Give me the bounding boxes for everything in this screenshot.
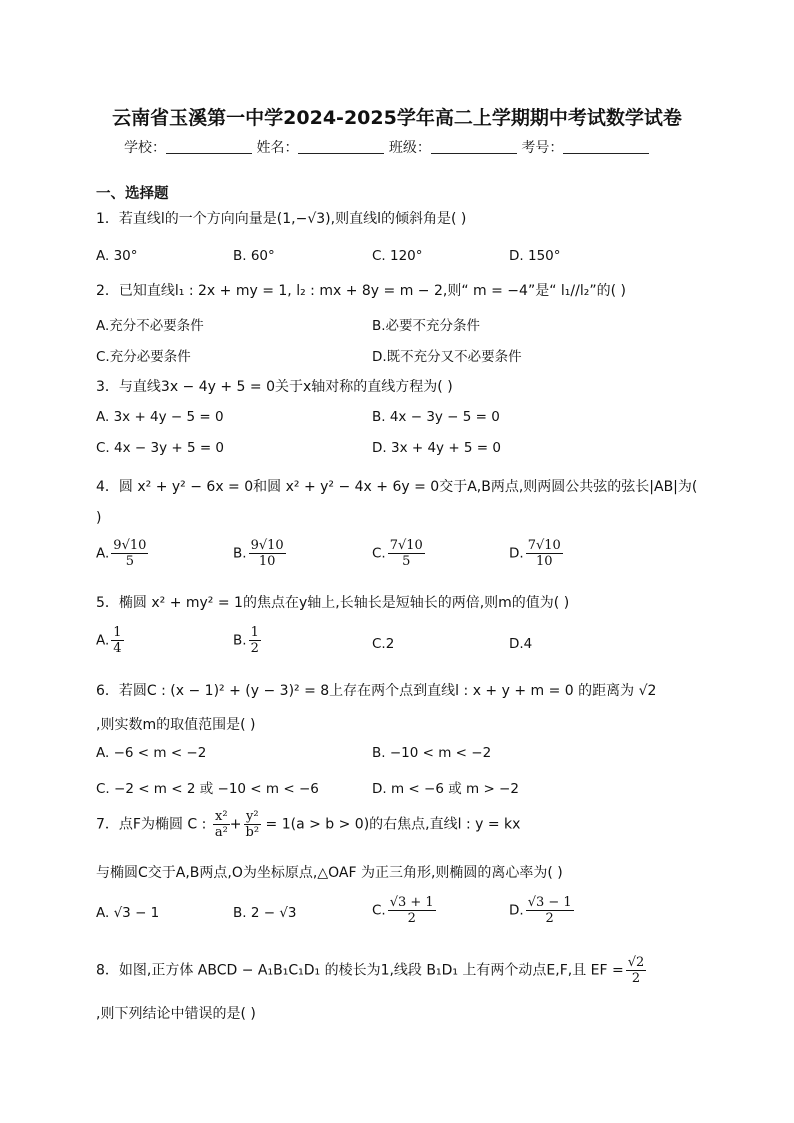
q1-option-b: B. 60°: [233, 248, 275, 264]
name-label: 姓名：: [256, 140, 299, 156]
q7-stem-start: 7．点F为椭圆 C :: [96, 816, 207, 833]
q1-option-c: C. 120°: [372, 248, 423, 264]
q4-b-numerator: 9√10: [250, 538, 284, 553]
number-blank: [563, 139, 649, 154]
q4-b-denominator: 10: [258, 554, 276, 569]
q3-option-b: B. 4x − 3y − 5 = 0: [372, 409, 500, 425]
q5-b-denominator: 2: [250, 641, 259, 656]
q7-option-b: B. 2 − √3: [233, 905, 297, 921]
name-blank: [298, 139, 384, 154]
q7-fraction-y: [244, 809, 262, 840]
q5-option-b-label: B.: [233, 632, 247, 649]
question-3-stem: 3．与直线3x − 4y + 5 = 0关于x轴对称的直线方程为( ): [96, 379, 453, 395]
q7-option-c: [372, 895, 436, 926]
question-5-stem: 5．椭圆 x² + my² = 1的焦点在y轴上,长轴长是短轴长的两倍,则m的值为( ): [96, 595, 570, 611]
q8-stem-start: 8．如图,正方体 ABCD − A₁B₁C₁D₁ 的棱长为1,线段 B₁D₁ 上有两个动点E,F,且 EF =: [96, 962, 624, 979]
q7-plus: +: [229, 816, 242, 833]
q7-y-denominator: b²: [245, 825, 260, 840]
question-7-stem-cont: 与椭圆C交于A,B两点,O为坐标原点,△OAF 为正三角形,则椭圆的离心率为( ): [96, 865, 563, 881]
q5-option-a-label: A.: [96, 632, 110, 649]
q3-option-a: A. 3x + 4y − 5 = 0: [96, 409, 224, 425]
q7-option-c-label: C.: [372, 902, 386, 919]
q4-option-a-fraction: [111, 538, 148, 569]
q7-option-d-label: D.: [509, 902, 524, 919]
page-title: 云南省玉溪第一中学2024-2025学年高二上学期期中考试数学试卷: [112, 107, 682, 129]
q7-x-numerator: x²: [213, 809, 230, 825]
q3-option-d: D. 3x + 4y + 5 = 0: [372, 440, 501, 456]
q4-a-numerator: 9√10: [113, 538, 147, 553]
question-4-stem: 4．圆 x² + y² − 6x = 0和圆 x² + y² − 4x + 6y = 0交于A,B两点,则两圆公共弦的弦长|AB|为(: [96, 479, 698, 495]
q5-option-a: [96, 625, 124, 656]
q4-option-d-fraction: [526, 538, 563, 569]
q5-option-d: D.4: [509, 636, 533, 652]
q5-option-c: C.2: [372, 636, 395, 652]
q4-d-denominator: 10: [535, 554, 553, 569]
q2-option-a: A.充分不必要条件: [96, 318, 204, 334]
question-8-stem-cont: ,则下列结论中错误的是( ): [96, 1006, 256, 1022]
q7-d-numerator: √3 − 1: [527, 895, 572, 910]
question-1-stem: 1．若直线l的一个方向向量是(1,−√3),则直线l的倾斜角是( ): [96, 211, 467, 227]
q4-option-b-label: B.: [233, 545, 247, 562]
q5-b-numerator: 1: [250, 625, 259, 640]
q5-a-numerator: 1: [113, 625, 122, 640]
q4-option-a-label: A.: [96, 545, 110, 562]
q1-option-a: A. 30°: [96, 248, 138, 264]
q2-option-d: D.既不充分又不必要条件: [372, 349, 522, 365]
q7-x-denominator: a²: [214, 825, 228, 840]
q5-option-b: [233, 625, 261, 656]
q7-stem-end: = 1(a > b > 0)的右焦点,直线l : y = kx: [265, 816, 521, 833]
q4-option-d: [509, 538, 563, 569]
q5-option-a-fraction: [111, 625, 123, 656]
question-6-stem-cont: ,则实数m的取值范围是( ): [96, 717, 256, 733]
q4-option-d-label: D.: [509, 545, 524, 562]
q4-d-numerator: 7√10: [527, 538, 561, 553]
section-heading: 一、选择题: [96, 186, 169, 202]
q4-option-c: [372, 538, 425, 569]
q4-option-c-fraction: [388, 538, 425, 569]
q8-denominator: 2: [631, 971, 641, 986]
q7-c-numerator: √3 + 1: [389, 895, 434, 910]
q7-d-denominator: 2: [545, 911, 554, 926]
q1-option-d: D. 150°: [509, 248, 561, 264]
q6-option-b: B. −10 < m < −2: [372, 745, 492, 761]
q6-option-d: D. m < −6 或 m > −2: [372, 781, 519, 797]
q4-a-denominator: 5: [125, 554, 134, 569]
q7-option-d-fraction: [526, 895, 574, 926]
q7-option-a: A. √3 − 1: [96, 905, 160, 921]
class-blank: [431, 139, 517, 154]
q8-numerator: √2: [627, 955, 645, 970]
student-info-row: [124, 137, 649, 157]
q5-option-b-fraction: [249, 625, 261, 656]
school-label: 学校：: [124, 140, 166, 156]
q3-option-c: C. 4x − 3y + 5 = 0: [96, 440, 225, 456]
q4-c-denominator: 5: [402, 554, 411, 569]
q7-y-numerator: y²: [244, 809, 262, 825]
number-label: 考号：: [521, 140, 564, 156]
q7-option-d: [509, 895, 574, 926]
q2-option-b: B.必要不充分条件: [372, 318, 481, 334]
question-7-stem: [96, 809, 520, 840]
q7-fraction-x: [213, 809, 230, 840]
q4-option-c-label: C.: [372, 545, 386, 562]
q2-option-c: C.充分必要条件: [96, 349, 191, 365]
q7-c-denominator: 2: [407, 911, 416, 926]
q6-option-a: A. −6 < m < −2: [96, 745, 207, 761]
school-blank: [166, 139, 252, 154]
q4-option-b: [233, 538, 286, 569]
q6-option-c: C. −2 < m < 2 或 −10 < m < −6: [96, 781, 319, 797]
q4-option-a: [96, 538, 148, 569]
question-8-stem: [96, 955, 646, 986]
q5-a-denominator: 4: [113, 641, 122, 656]
q4-option-b-fraction: [249, 538, 286, 569]
q8-fraction: [626, 955, 647, 986]
question-4-stem-cont: ): [96, 510, 102, 526]
question-6-stem: 6．若圆C : (x − 1)² + (y − 3)² = 8上存在两个点到直线l : x + y + m = 0 的距离为 √2: [96, 683, 657, 699]
question-2-stem: 2．已知直线l₁ : 2x + my = 1, l₂ : mx + 8y = m − 2,则“ m = −4”是“ l₁//l₂”的( ): [96, 283, 626, 299]
q4-c-numerator: 7√10: [389, 538, 423, 553]
q7-option-c-fraction: [388, 895, 436, 926]
class-label: 班级：: [388, 140, 431, 156]
